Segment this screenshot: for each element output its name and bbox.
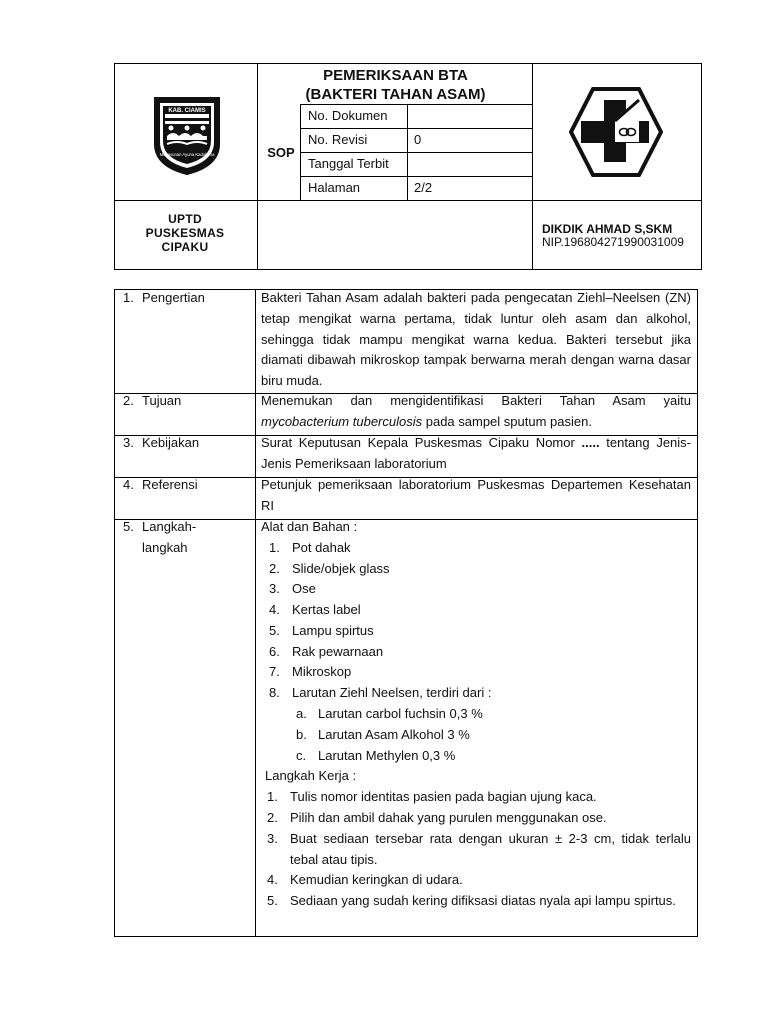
- list-item: 3. Ose: [269, 581, 316, 596]
- langkah-kerja-title: Langkah Kerja :: [265, 768, 357, 783]
- label-num: 4.: [123, 477, 134, 492]
- signer-nip: NIP.196804271990031009: [542, 235, 684, 249]
- alat-bahan-title: Alat dan Bahan :: [261, 519, 358, 534]
- kebijakan-text-part2: tentang Jenis-Jenis Pemeriksaan laboratorium: [261, 435, 692, 471]
- list-item: 2. Slide/objek glass: [269, 561, 390, 576]
- label-tujuan: [123, 391, 181, 412]
- meta-value-no-revisi: 0: [414, 132, 422, 147]
- text-pengertian: Bakteri Tahan Asam adalah bakteri pada pengecatan Ziehl–Neelsen (ZN) tetap mengikat warna pertama, tidak luntur oleh asam dan alkohol, sehingga tidak mampu mengikat warna kedua. Bakteri tersebut jika diamati dibawah mikroskop tampak berwarna merah dengan warna dasar biru muda.: [261, 290, 691, 389]
- meta-label-no-dokumen: No. Dokumen: [308, 108, 388, 123]
- label-text: Tujuan: [142, 393, 182, 408]
- sop-header-table: [114, 63, 702, 270]
- emblem-top-text: KAB. CIAMIS: [168, 108, 206, 114]
- list-item: 8. Larutan Ziehl Neelsen, terdiri dari :: [269, 685, 492, 700]
- list-item: 5. Sediaan yang sudah kering difiksasi diatas nyala api lampu spirtus.: [267, 893, 676, 908]
- signer-name: DIKDIK AHMAD S,SKM: [542, 222, 673, 236]
- list-item: 1. Tulis nomor identitas pasien pada bagian ujung kaca.: [267, 789, 597, 804]
- meta-label-no-revisi: No. Revisi: [308, 132, 368, 147]
- emblem-motto-text: Mahayunan Ayuna Kadulurna: [159, 152, 215, 157]
- text-referensi: Petunjuk pemeriksaan laboratorium Puskesmas Departemen Kesehatan RI: [261, 477, 691, 513]
- text-kebijakan: [261, 433, 691, 475]
- list-item: 4. Kertas label: [269, 602, 361, 617]
- sop-label: SOP: [267, 145, 295, 160]
- list-item: c. Larutan Methylen 0,3 %: [296, 748, 456, 763]
- list-item: 2. Pilih dan ambil dahak yang purulen menggunakan ose.: [267, 810, 607, 825]
- list-item: 5. Lampu spirtus: [269, 623, 374, 638]
- org-line-uptd: UPTD: [168, 212, 202, 226]
- list-item: a. Larutan carbol fuchsin 0,3 %: [296, 706, 483, 721]
- sop-body-table: [114, 289, 698, 937]
- label-referensi: [123, 475, 198, 496]
- meta-value-halaman: 2/2: [414, 180, 433, 195]
- label-text: Pengertian: [142, 290, 205, 305]
- org-line-puskesmas: PUSKESMAS: [145, 226, 225, 240]
- list-item: 6. Rak pewarnaan: [269, 644, 384, 659]
- label-text-line1: Langkah-: [142, 519, 197, 534]
- label-num: 2.: [123, 393, 134, 408]
- label-text: Kebijakan: [142, 435, 200, 450]
- label-langkah-line2: langkah: [142, 540, 188, 555]
- label-num: 3.: [123, 435, 134, 450]
- list-item: b. Larutan Asam Alkohol 3 %: [296, 727, 470, 742]
- kabupaten-ciamis-emblem-icon: [149, 92, 225, 176]
- text-tujuan: [261, 391, 691, 433]
- org-line-cipaku: CIPAKU: [161, 240, 209, 254]
- kebijakan-number-placeholder: .....: [581, 435, 600, 450]
- meta-label-halaman: Halaman: [308, 180, 361, 195]
- list-item: 3. Buat sediaan tersebar rata dengan ukuran ± 2-3 cm, tidak terlalu tebal atau tipis.: [267, 831, 691, 867]
- label-langkah: [123, 517, 196, 538]
- list-item: 7. Mikroskop: [269, 664, 352, 679]
- meta-label-tanggal-terbit: Tanggal Terbit: [308, 156, 389, 171]
- list-item: 4. Kemudian keringkan di udara.: [267, 872, 463, 887]
- document-title-line1: PEMERIKSAAN BTA: [323, 67, 468, 84]
- organization-name: [125, 212, 245, 254]
- tujuan-text-part1: Menemukan dan mengidentifikasi Bakteri Tahan Asam yaitu: [261, 393, 691, 408]
- label-text: Referensi: [142, 477, 198, 492]
- tujuan-text-part2: pada sampel sputum pasien.: [422, 413, 592, 429]
- puskesmas-logo-icon: [569, 86, 663, 178]
- label-num: 1.: [123, 290, 134, 305]
- document-title-line2: (BAKTERI TAHAN ASAM): [305, 86, 486, 103]
- kebijakan-text-part1: Surat Keputusan Kepala Puskesmas Cipaku Nomor: [261, 435, 582, 450]
- list-item: 1. Pot dahak: [269, 540, 351, 555]
- label-num: 5.: [123, 519, 134, 534]
- tujuan-text-italic: mycobacterium tuberculosis: [261, 413, 423, 429]
- label-kebijakan: [123, 433, 199, 454]
- label-pengertian: [123, 288, 205, 309]
